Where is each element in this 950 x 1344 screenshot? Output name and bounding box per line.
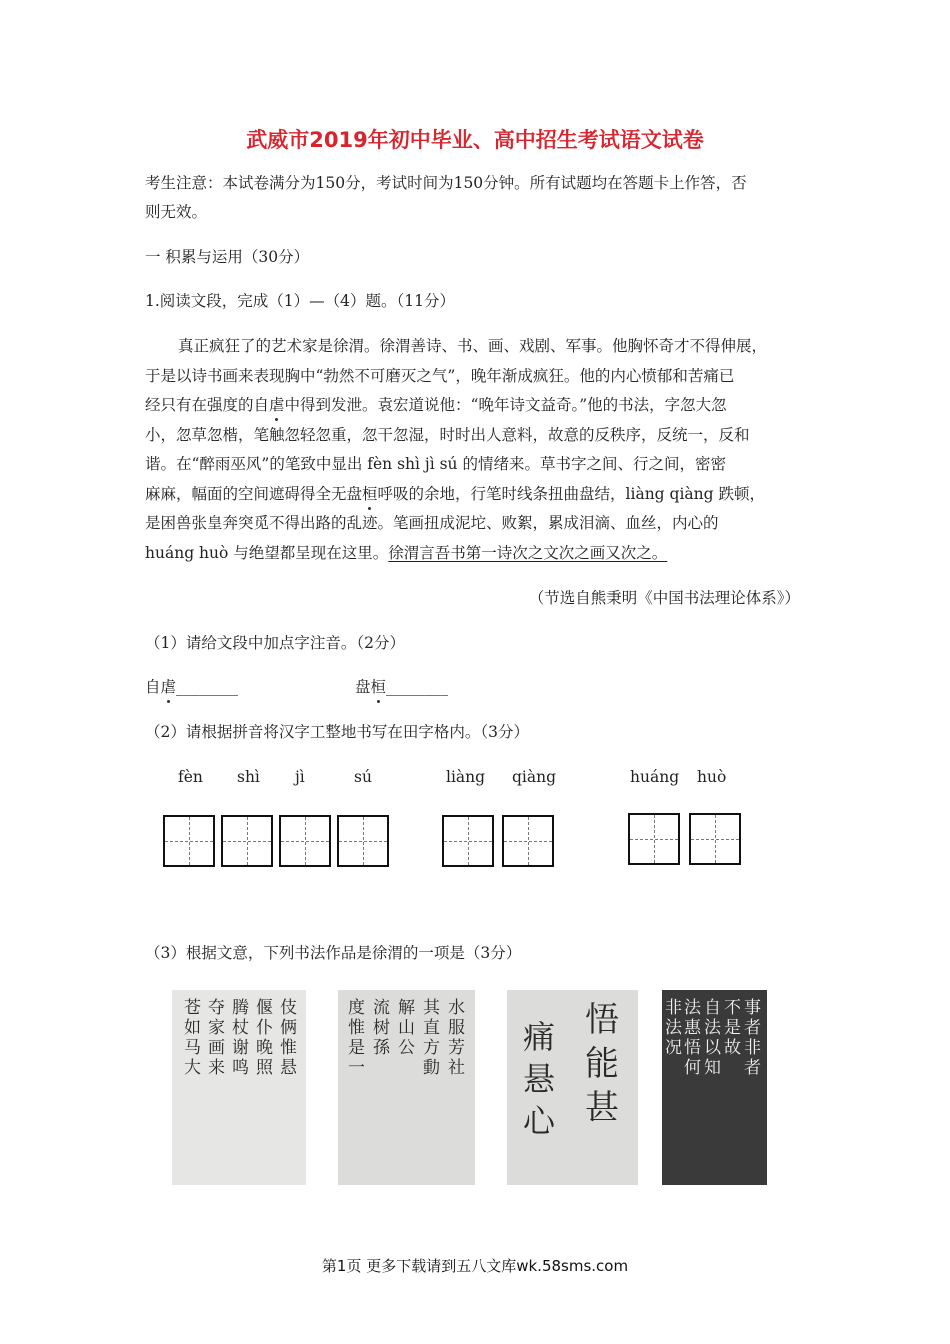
calligraphy-column: 偃仆晚照 — [256, 998, 273, 1078]
calligraphy-column: 度惟是一 — [348, 998, 365, 1078]
calligraphy-column: 不是故 — [724, 998, 741, 1058]
pinyin-su: sú — [354, 768, 372, 786]
page-title: 武威市2019年初中毕业、高中招生考试语文试卷 — [246, 128, 704, 152]
passage-line-5: 谐。在“醉雨巫风”的笔致中显出 fèn shì jì sú 的情绪来。草书字之间、行之间，密密 — [145, 455, 726, 473]
tianzige-box[interactable] — [502, 815, 554, 867]
pinyin-shi: shì — [237, 768, 260, 786]
calligraphy-column: 其直方動 — [423, 998, 440, 1078]
calligraphy-column: 苍如马大 — [184, 998, 201, 1078]
source-citation: （节选自熊秉明《中国书法理论体系》） — [528, 589, 800, 607]
tianzige-box[interactable] — [221, 815, 273, 867]
answer-blank-1[interactable]: 自虐________ — [145, 678, 239, 696]
calligraphy-option-a[interactable] — [172, 990, 306, 1185]
pinyin-liang: liàng — [446, 768, 486, 786]
calligraphy-column: 水服芳社 — [448, 998, 465, 1078]
calligraphy-column: 非法况 — [665, 998, 682, 1058]
question-1-3: （3）根据文意，下列书法作品是徐渭的一项是（3分） — [145, 944, 522, 962]
notice-line-2: 则无效。 — [145, 203, 208, 221]
passage-line-6: 麻麻，幅面的空间遮碍得全无盘桓呼吸的余地，行笔时线条扭曲盘结，liàng qiàng 跌顿， — [145, 485, 765, 503]
answer-blank-2[interactable]: 盘桓________ — [355, 678, 449, 696]
calligraphy-column: 自法以知 — [704, 998, 721, 1078]
passage-line-8: huáng huò 与绝望都呈现在这里。徐渭言吾书第一诗次之文次之画又次之。 — [145, 544, 668, 562]
passage-line-4: 小，忽草忽楷，笔触忽轻忽重，忽干忽湿，时时出人意料，故意的反秩序，反统一，反和 — [145, 426, 750, 444]
tianzige-box[interactable] — [337, 815, 389, 867]
passage-line-2: 于是以诗书画来表现胸中“勃然不可磨灭之气”，晚年渐成疯狂。他的内心愤郁和苦痛已 — [145, 367, 735, 385]
tianzige-box[interactable] — [279, 815, 331, 867]
calligraphy-column: 事者非者 — [744, 998, 761, 1078]
pinyin-huo: huò — [697, 768, 727, 786]
tianzige-box[interactable] — [163, 815, 215, 867]
dotted-char-huan: 桓 — [362, 485, 378, 503]
notice-line-1: 考生注意：本试卷满分为150分，考试时间为150分钟。所有试题均在答题卡上作答，否 — [145, 174, 747, 192]
calligraphy-column: 流树孫 — [373, 998, 390, 1058]
calligraphy-column: 解山公 — [398, 998, 415, 1058]
question-1-2: （2）请根据拼音将汉字工整地书写在田字格内。（3分） — [145, 723, 529, 741]
section-heading: 一 积累与运用（30分） — [145, 248, 310, 266]
calligraphy-option-b[interactable] — [338, 990, 475, 1185]
calligraphy-column: 腾杖谢鸣 — [232, 998, 249, 1078]
pinyin-ji: jì — [295, 768, 305, 786]
tianzige-box[interactable] — [689, 813, 741, 865]
calligraphy-column: 伎俩惟悬 — [280, 998, 297, 1078]
underlined-sentence: 徐渭言吾书第一诗次之文次之画又次之。 — [388, 544, 668, 562]
page-footer: 第1页 更多下载请到五八文库wk.58sms.com — [321, 1257, 629, 1275]
tianzige-box[interactable] — [442, 815, 494, 867]
pinyin-fen: fèn — [178, 768, 203, 786]
pinyin-huang: huáng — [630, 768, 680, 786]
calligraphy-column: 夺家画来 — [208, 998, 225, 1078]
tianzige-box[interactable] — [628, 813, 680, 865]
calligraphy-column: 法惠悟何 — [684, 998, 701, 1078]
dotted-char-nue: 虐 — [269, 396, 285, 414]
calligraphy-option-d[interactable] — [662, 990, 767, 1185]
question-1-stem: 1.阅读文段，完成（1）—（4）题。（11分） — [145, 292, 455, 310]
passage-line-7: 是困兽张皇奔突觅不得出路的乱迹。笔画扭成泥坨、败絮，累成泪滴、血丝，内心的 — [145, 514, 719, 532]
pinyin-qiang: qiàng — [512, 768, 557, 786]
calligraphy-option-c[interactable] — [507, 990, 638, 1185]
question-1-1: （1）请给文段中加点字注音。（2分） — [145, 634, 405, 652]
passage-line-1: 真正疯狂了的艺术家是徐渭。徐渭善诗、书、画、戏剧、军事。他胸怀奇才不得伸展， — [178, 337, 768, 355]
calligraphy-column: 痛悬心 — [523, 1018, 556, 1140]
calligraphy-column: 悟能甚 — [585, 1000, 619, 1128]
passage-line-3: 经只有在强度的自虐中得到发泄。袁宏道说他：“晚年诗文益奇。”他的书法，字忽大忽 — [145, 396, 727, 414]
